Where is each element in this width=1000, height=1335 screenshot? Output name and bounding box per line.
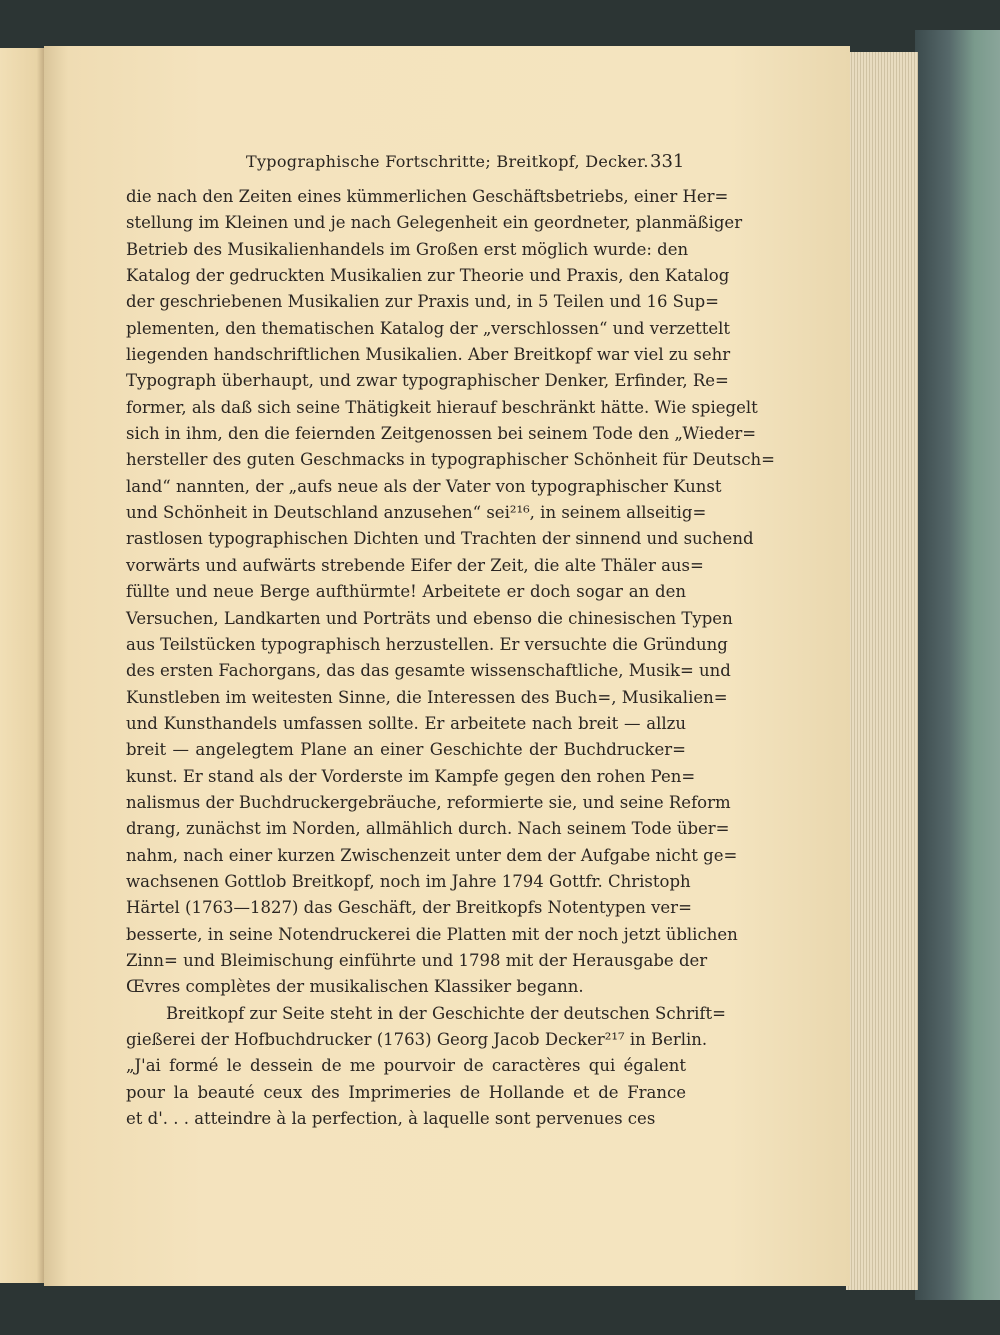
text-line: stellung im Kleinen und je nach Gelegenheit ein geordneter, planmäßiger (126, 213, 743, 233)
text-line: und Schönheit in Deutschland anzusehen“ sei²¹⁶, in seinem allseitig= (126, 503, 707, 523)
body-text (126, 184, 775, 1132)
text-line: vorwärts und aufwärts strebende Eifer der Zeit, die alte Thäler aus= (126, 555, 704, 575)
text-line: nahm, nach einer kurzen Zwischenzeit unter dem der Aufgabe nicht ge= (126, 845, 738, 865)
text-line: land“ nannten, der „aufs neue als der Vater von typographischer Kunst (126, 476, 722, 496)
text-line: Katalog der gedruckten Musikalien zur Theorie und Praxis, den Katalog (126, 266, 730, 286)
text-line: „J'ai formé le dessein de me pourvoir de caractères qui égalent (126, 1056, 686, 1076)
text-line: former, als daß sich seine Thätigkeit hierauf beschränkt hätte. Wie spiegelt (126, 397, 758, 417)
text-line: liegenden handschriftlichen Musikalien. Aber Breitkopf war viel zu sehr (126, 345, 731, 365)
text-line: Kunstleben im weitesten Sinne, die Interessen des Buch=, Musikalien= (126, 687, 728, 707)
text-line: kunst. Er stand als der Vorderste im Kampfe gegen den rohen Pen= (126, 766, 696, 786)
text-line: Typograph überhaupt, und zwar typographischer Denker, Erfinder, Re= (126, 371, 729, 391)
running-head: Typographische Fortschritte; Breitkopf, Decker. (246, 152, 649, 171)
text-line: drang, zunächst im Norden, allmählich durch. Nach seinem Tode über= (126, 819, 730, 839)
text-line: breit — angelegtem Plane an einer Geschichte der Buchdrucker= (126, 740, 686, 760)
page-edges (846, 52, 918, 1290)
text-line: pour la beauté ceux des Imprimeries de Hollande et de France (126, 1082, 686, 1102)
text-line: Zinn= und Bleimischung einführte und 1798 mit der Herausgabe der (126, 950, 708, 970)
text-line: plementen, den thematischen Katalog der „verschlossen“ und verzettelt (126, 318, 731, 338)
text-line: nalismus der Buchdruckergebräuche, reformierte sie, und seine Reform (126, 792, 731, 812)
text-line: Betrieb des Musikalienhandels im Großen erst möglich wurde: den (126, 239, 689, 259)
text-line: Breitkopf zur Seite steht in der Geschichte der deutschen Schrift= (166, 1003, 726, 1023)
text-line: Versuchen, Landkarten und Porträts und ebenso die chinesischen Typen (126, 608, 733, 628)
text-line: wachsenen Gottlob Breitkopf, noch im Jahre 1794 Gottfr. Christoph (126, 871, 691, 891)
text-line: hersteller des guten Geschmacks in typographischer Schönheit für Deutsch= (126, 450, 775, 470)
page-number: 331 (650, 151, 685, 172)
text-line: et d'. . . atteindre à la perfection, à laquelle sont pervenues ces (126, 1109, 656, 1129)
text-line: aus Teilstücken typographisch herzustellen. Er versuchte die Gründung (126, 634, 728, 654)
text-line: des ersten Fachorgans, das das gesamte wissenschaftliche, Musik= und (126, 661, 731, 681)
text-line: Härtel (1763—1827) das Geschäft, der Breitkopfs Notentypen ver= (126, 898, 692, 918)
text-line: rastlosen typographischen Dichten und Trachten der sinnend und suchend (126, 529, 754, 549)
text-line: und Kunsthandels umfassen sollte. Er arbeitete nach breit — allzu (126, 713, 686, 733)
text-line: gießerei der Hofbuchdrucker (1763) Georg Jacob Decker²¹⁷ in Berlin. (126, 1030, 708, 1049)
text-line: besserte, in seine Notendruckerei die Platten mit der noch jetzt üblichen (126, 924, 738, 944)
text-line: füllte und neue Berge aufthürmte! Arbeitete er doch sogar an den (126, 582, 686, 602)
book-cover (915, 30, 1000, 1300)
text-line: die nach den Zeiten eines kümmerlichen Geschäftsbetriebs, einer Her= (126, 187, 729, 206)
text-line: sich in ihm, den die feiernden Zeitgenossen bei seinem Tode den „Wieder= (126, 424, 757, 444)
text-line: Œvres complètes der musikalischen Klassiker begann. (126, 977, 584, 997)
facing-page-edge (0, 48, 46, 1283)
text-line: der geschriebenen Musikalien zur Praxis und, in 5 Teilen und 16 Sup= (126, 292, 720, 312)
